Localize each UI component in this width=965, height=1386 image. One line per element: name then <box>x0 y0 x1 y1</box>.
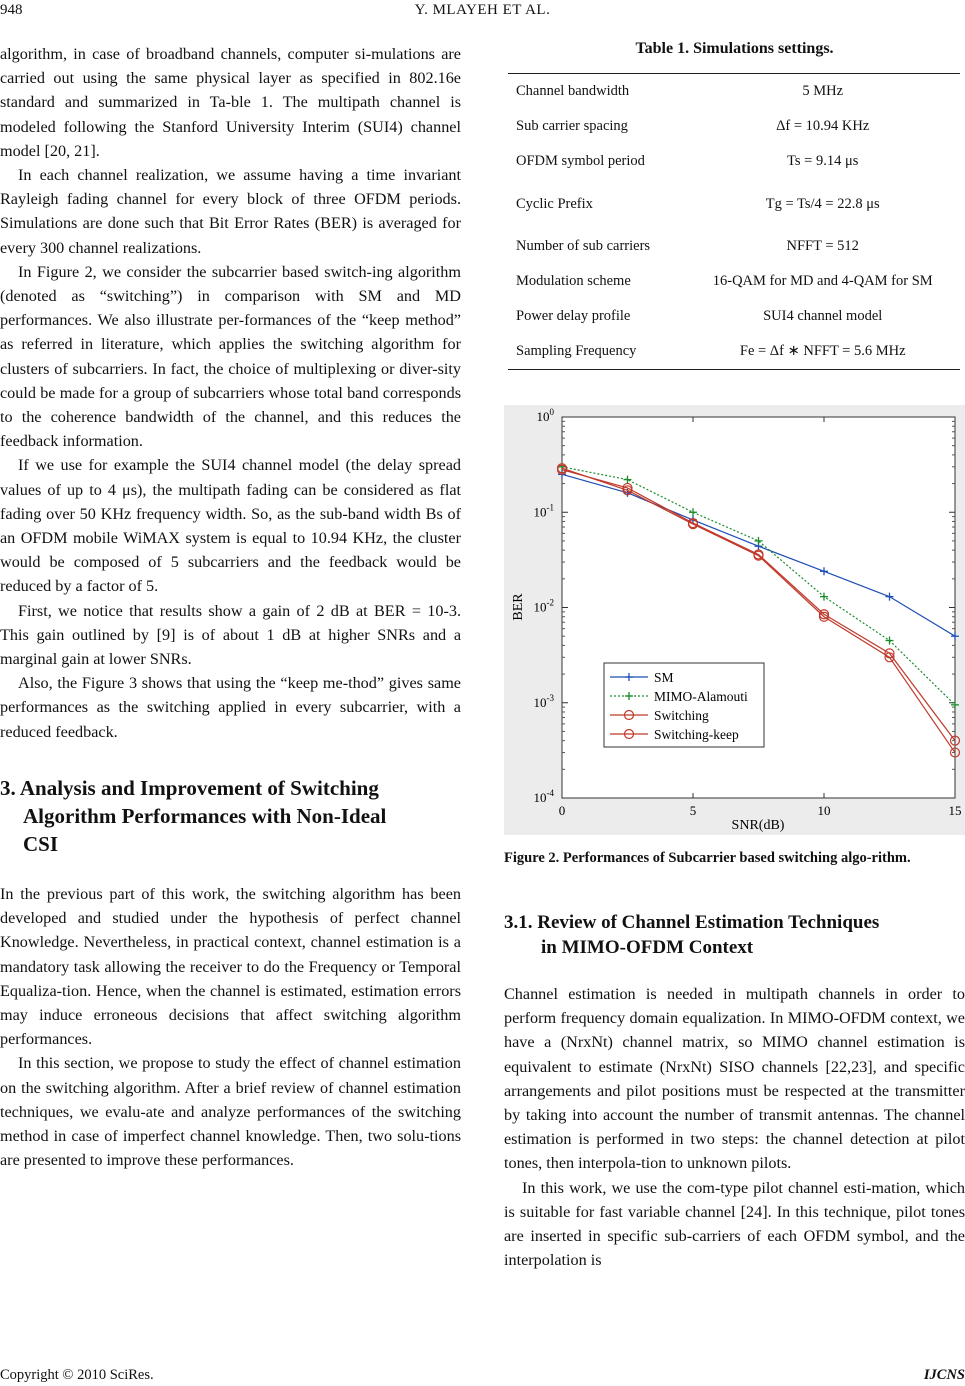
x-tick-label: 10 <box>817 803 831 818</box>
section-title-line1: Analysis and Improvement of Switching <box>19 775 379 800</box>
footer-journal: IJCNS <box>923 1367 965 1383</box>
param-cell: Cyclic Prefix <box>516 195 593 212</box>
x-tick-label: 15 <box>948 803 962 818</box>
table-row <box>508 74 960 109</box>
ber-chart <box>504 405 965 835</box>
legend-label: Switching-keep <box>654 727 739 742</box>
legend-label: MIMO-Alamouti <box>654 689 748 704</box>
y-tick-label: $10^{-4}$ <box>533 788 554 805</box>
x-tick-label: 0 <box>558 803 566 818</box>
value-cell: 16-QAM for MD and 4-QAM for SM <box>712 273 933 289</box>
paragraph: First, we notice that results show a gain of 2 dB at BER = 10-3. This gain outlined by [9] is of about 1 dB at higher SNRs and a marginal gain at lower SNRs. <box>0 601 461 669</box>
paragraph: algorithm, in case of broadband channels, computer si-mulations are carried out using the same physical layer as specified in 802.16e standard and summarized in Ta-ble 1. The multipath channel is modeled following the Stanford University Interim (SUI4) channel model [20, 21]. <box>0 45 461 160</box>
subsection-title-line1: Review of Channel Estimation Techniques <box>537 912 880 933</box>
param-cell: Power delay profile <box>516 308 631 324</box>
page-number: 948 <box>0 2 23 18</box>
table-row <box>508 264 960 299</box>
section-title-line2: Algorithm Performances with Non-Ideal <box>23 803 387 828</box>
x-axis-label: SNR(dB) <box>731 818 785 833</box>
y-tick-label: $10^0$ <box>536 407 554 424</box>
left-column <box>0 42 461 1172</box>
param-cell: Number of sub carriers <box>516 238 651 254</box>
paragraph: Channel estimation is needed in multipath channels in order to perform frequency domain equalization. In MIMO-OFDM context, we have a (NrxNt) channel matrix, so MIMO channel estimation is equivalent to estimate (NrxNt) SISO channels [22,23], and specific arrangements and pilot positions must be respected at the transmitter by taking into account the number of transmit antennas. The channel estimation is performed in two steps: the channel detection at pilot tones, then interpola-tion to unknown pilots. <box>504 985 965 1173</box>
subsection-heading <box>504 910 965 960</box>
section-heading <box>0 774 461 858</box>
value-cell: NFFT = 512 <box>786 238 859 254</box>
table-title: Table 1. Simulations settings. <box>635 40 834 57</box>
y-tick-label: $10^{-1}$ <box>533 502 554 520</box>
settings-table <box>508 73 960 370</box>
value-cell: SUI4 channel model <box>763 308 883 324</box>
param-cell: Sub carrier spacing <box>516 118 628 134</box>
table-bottom-rule <box>508 369 960 370</box>
subsection-title-line2: in MIMO-OFDM Context <box>541 937 754 958</box>
value-cell: Δf = 10.94 KHz <box>776 118 870 134</box>
legend-label: Switching <box>654 708 709 723</box>
footer-copyright: Copyright © 2010 SciRes. <box>0 1367 154 1383</box>
table-row <box>508 179 960 229</box>
x-tick-label: 5 <box>689 803 697 818</box>
paragraph: In each channel realization, we assume having a time invariant Rayleigh fading channel for every block of three OFDM periods. Simulations are done such that Bit Error Rates (BER) is averaged for every 300 channel realizations. <box>0 166 461 257</box>
running-head: Y. MLAYEH ET AL. <box>414 2 551 18</box>
table-row <box>508 144 960 179</box>
section-title-line3: CSI <box>23 831 59 856</box>
table-row <box>508 299 960 334</box>
paragraph: In the previous part of this work, the switching algorithm has been developed and studied under the hypothesis of perfect channel Knowledge. Nevertheless, in practical context, channel estimation is a mandatory task allowing the receiver to do the Frequency or Temporal Equaliza-tion. Hence, when the channel is estimated, estimation errors may induce erroneous decisions that affect switching algorithm performances. <box>0 884 461 1049</box>
settings-table-body <box>508 74 960 369</box>
param-cell: Channel bandwidth <box>516 83 630 99</box>
param-cell: Sampling Frequency <box>516 343 637 359</box>
paragraph: In Figure 2, we consider the subcarrier based switch-ing algorithm (denoted as “switching”) in comparison with SM and MD performances. We also illustrate per-formances of the “keep method” as referred in literature, which applies the switching algorithm for clusters of subcarriers. In fact, the choice of multiplexing or diver-sity could be made for a group of subcarriers whose total band corresponds to the coherence bandwidth of the channel, and this reduces the feedback information. <box>0 262 461 451</box>
paragraph: In this work, we use the com-type pilot channel esti-mation, which is suitable for fast variable channel [24]. In this technique, pilot tones are inserted in specific sub-carriers of each OFDM symbol, and the interpolation is <box>504 1178 965 1270</box>
right-column-section <box>504 910 965 1272</box>
y-tick-label: $10^{-3}$ <box>533 692 554 710</box>
table-row <box>508 109 960 144</box>
table-row <box>508 229 960 264</box>
y-axis-label: BER <box>511 593 526 621</box>
section-number: 3. <box>0 775 16 800</box>
subsection-number: 3.1. <box>504 912 533 933</box>
legend-label: SM <box>654 670 674 685</box>
figure-caption: Figure 2. Performances of Subcarrier based switching algo-rithm. <box>504 850 911 866</box>
value-cell: 5 MHz <box>802 83 844 99</box>
value-cell: Fe = Δf ∗ NFFT = 5.6 MHz <box>739 343 906 359</box>
param-cell: OFDM symbol period <box>516 153 645 169</box>
paragraph: Also, the Figure 3 shows that using the “keep me-thod” gives same performances as the switching applied in every subcarrier, with a reduced feedback. <box>0 674 461 741</box>
paragraph: If we use for example the SUI4 channel model (the delay spread values of up to 4 μs), the multipath fading can be considered as flat fading over 50 KHz frequency width. So, as the sub-band width Bs of an OFDM mobile WiMAX system is equal to 10.94 KHz, the cluster would be composed of 5 subcarriers and the feedback would be reduced by a factor of 5. <box>0 456 461 596</box>
param-cell: Modulation scheme <box>516 273 631 289</box>
y-tick-label: $10^{-2}$ <box>533 597 554 615</box>
paragraph: In this section, we propose to study the effect of channel estimation on the switching algorithm. After a brief review of channel estimation techniques, we evalu-ate and analyze performances of the switching method in case of imperfect channel knowledge. Then, two solu-tions are presented to improve these performances. <box>0 1054 461 1170</box>
value-cell: Ts = 9.14 μs <box>787 153 859 169</box>
table-row <box>508 334 960 369</box>
value-cell: Tg = Ts/4 = 22.8 μs <box>765 195 880 212</box>
chart-legend <box>604 663 764 747</box>
